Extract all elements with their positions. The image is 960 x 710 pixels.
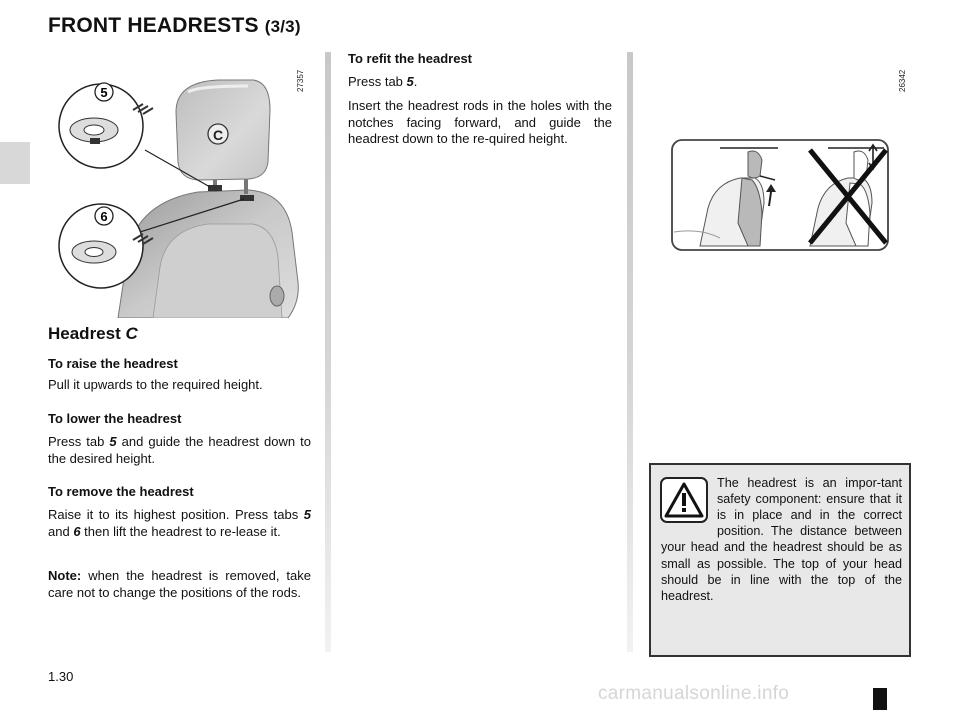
section-heading — [48, 324, 138, 344]
refit-text-b: . — [413, 74, 418, 89]
lower-text-b: and guide the headrest down to the desired height. — [48, 434, 311, 466]
refit-text-1 — [348, 74, 612, 91]
svg-text:6: 6 — [100, 209, 108, 224]
remove-text-b: and — [48, 523, 74, 539]
remove-tab2-ref: 6 — [73, 523, 81, 539]
column-divider-right — [627, 52, 633, 652]
svg-text:5: 5 — [100, 85, 108, 100]
section-heading-label: C — [125, 324, 138, 343]
lower-tab-ref: 5 — [109, 434, 117, 449]
watermark: carmanualsonline.info — [598, 683, 790, 704]
headrest-figure — [48, 52, 318, 318]
lower-title: To lower the headrest — [48, 411, 182, 426]
note-label: Note: — [48, 568, 82, 583]
warning-triangle-icon — [660, 477, 708, 523]
page-title — [48, 14, 301, 38]
lower-text-a: Press tab — [48, 434, 110, 449]
headrest-illustration — [48, 52, 318, 318]
svg-text:C: C — [212, 127, 224, 143]
page-title-suffix: (3/3) — [264, 17, 301, 36]
raise-text: Pull it upwards to the required height. — [48, 377, 263, 392]
refit-title: To refit the headrest — [348, 51, 473, 66]
warning-box — [649, 463, 911, 657]
headrest-position-illustration — [660, 128, 900, 256]
remove-text — [48, 507, 311, 540]
refit-tab-ref: 5 — [406, 74, 414, 89]
headrest-position-figure — [660, 128, 900, 256]
section-tab — [0, 142, 30, 184]
page-corner-mark — [873, 688, 887, 710]
section-heading-text: Headrest — [48, 324, 126, 343]
refit-text-a: Press tab — [348, 74, 407, 89]
remove-text-a: Raise it to its highest position. Press tabs — [48, 507, 304, 522]
page-number: 1.30 — [48, 669, 74, 684]
column-divider-left — [325, 52, 331, 652]
remove-text-c: then lift the headrest to re-lease it. — [80, 523, 281, 539]
raise-title: To raise the headrest — [48, 356, 178, 371]
figure-ref-right: 26342 — [898, 69, 907, 92]
warning-text: The headrest is an impor-tant safety component: ensure that it is in place and in the correct position. The distance between your head and the headrest should be as small as possible. The top of your head should be in line with the top of the headrest. — [661, 476, 902, 603]
page-title-text: FRONT HEADRESTS — [48, 14, 259, 37]
note-body: when the headrest is removed, take care not to change the positions of the rods. — [48, 568, 311, 600]
note-text — [48, 568, 311, 601]
remove-tab1-ref: 5 — [303, 507, 311, 522]
refit-text-2: Insert the headrest rods in the holes with the notches facing forward, and guide the headrest down to the re-quired height. — [348, 98, 612, 147]
lower-text — [48, 434, 311, 467]
remove-title: To remove the headrest — [48, 484, 194, 499]
figure-ref-left: 27357 — [296, 69, 305, 92]
